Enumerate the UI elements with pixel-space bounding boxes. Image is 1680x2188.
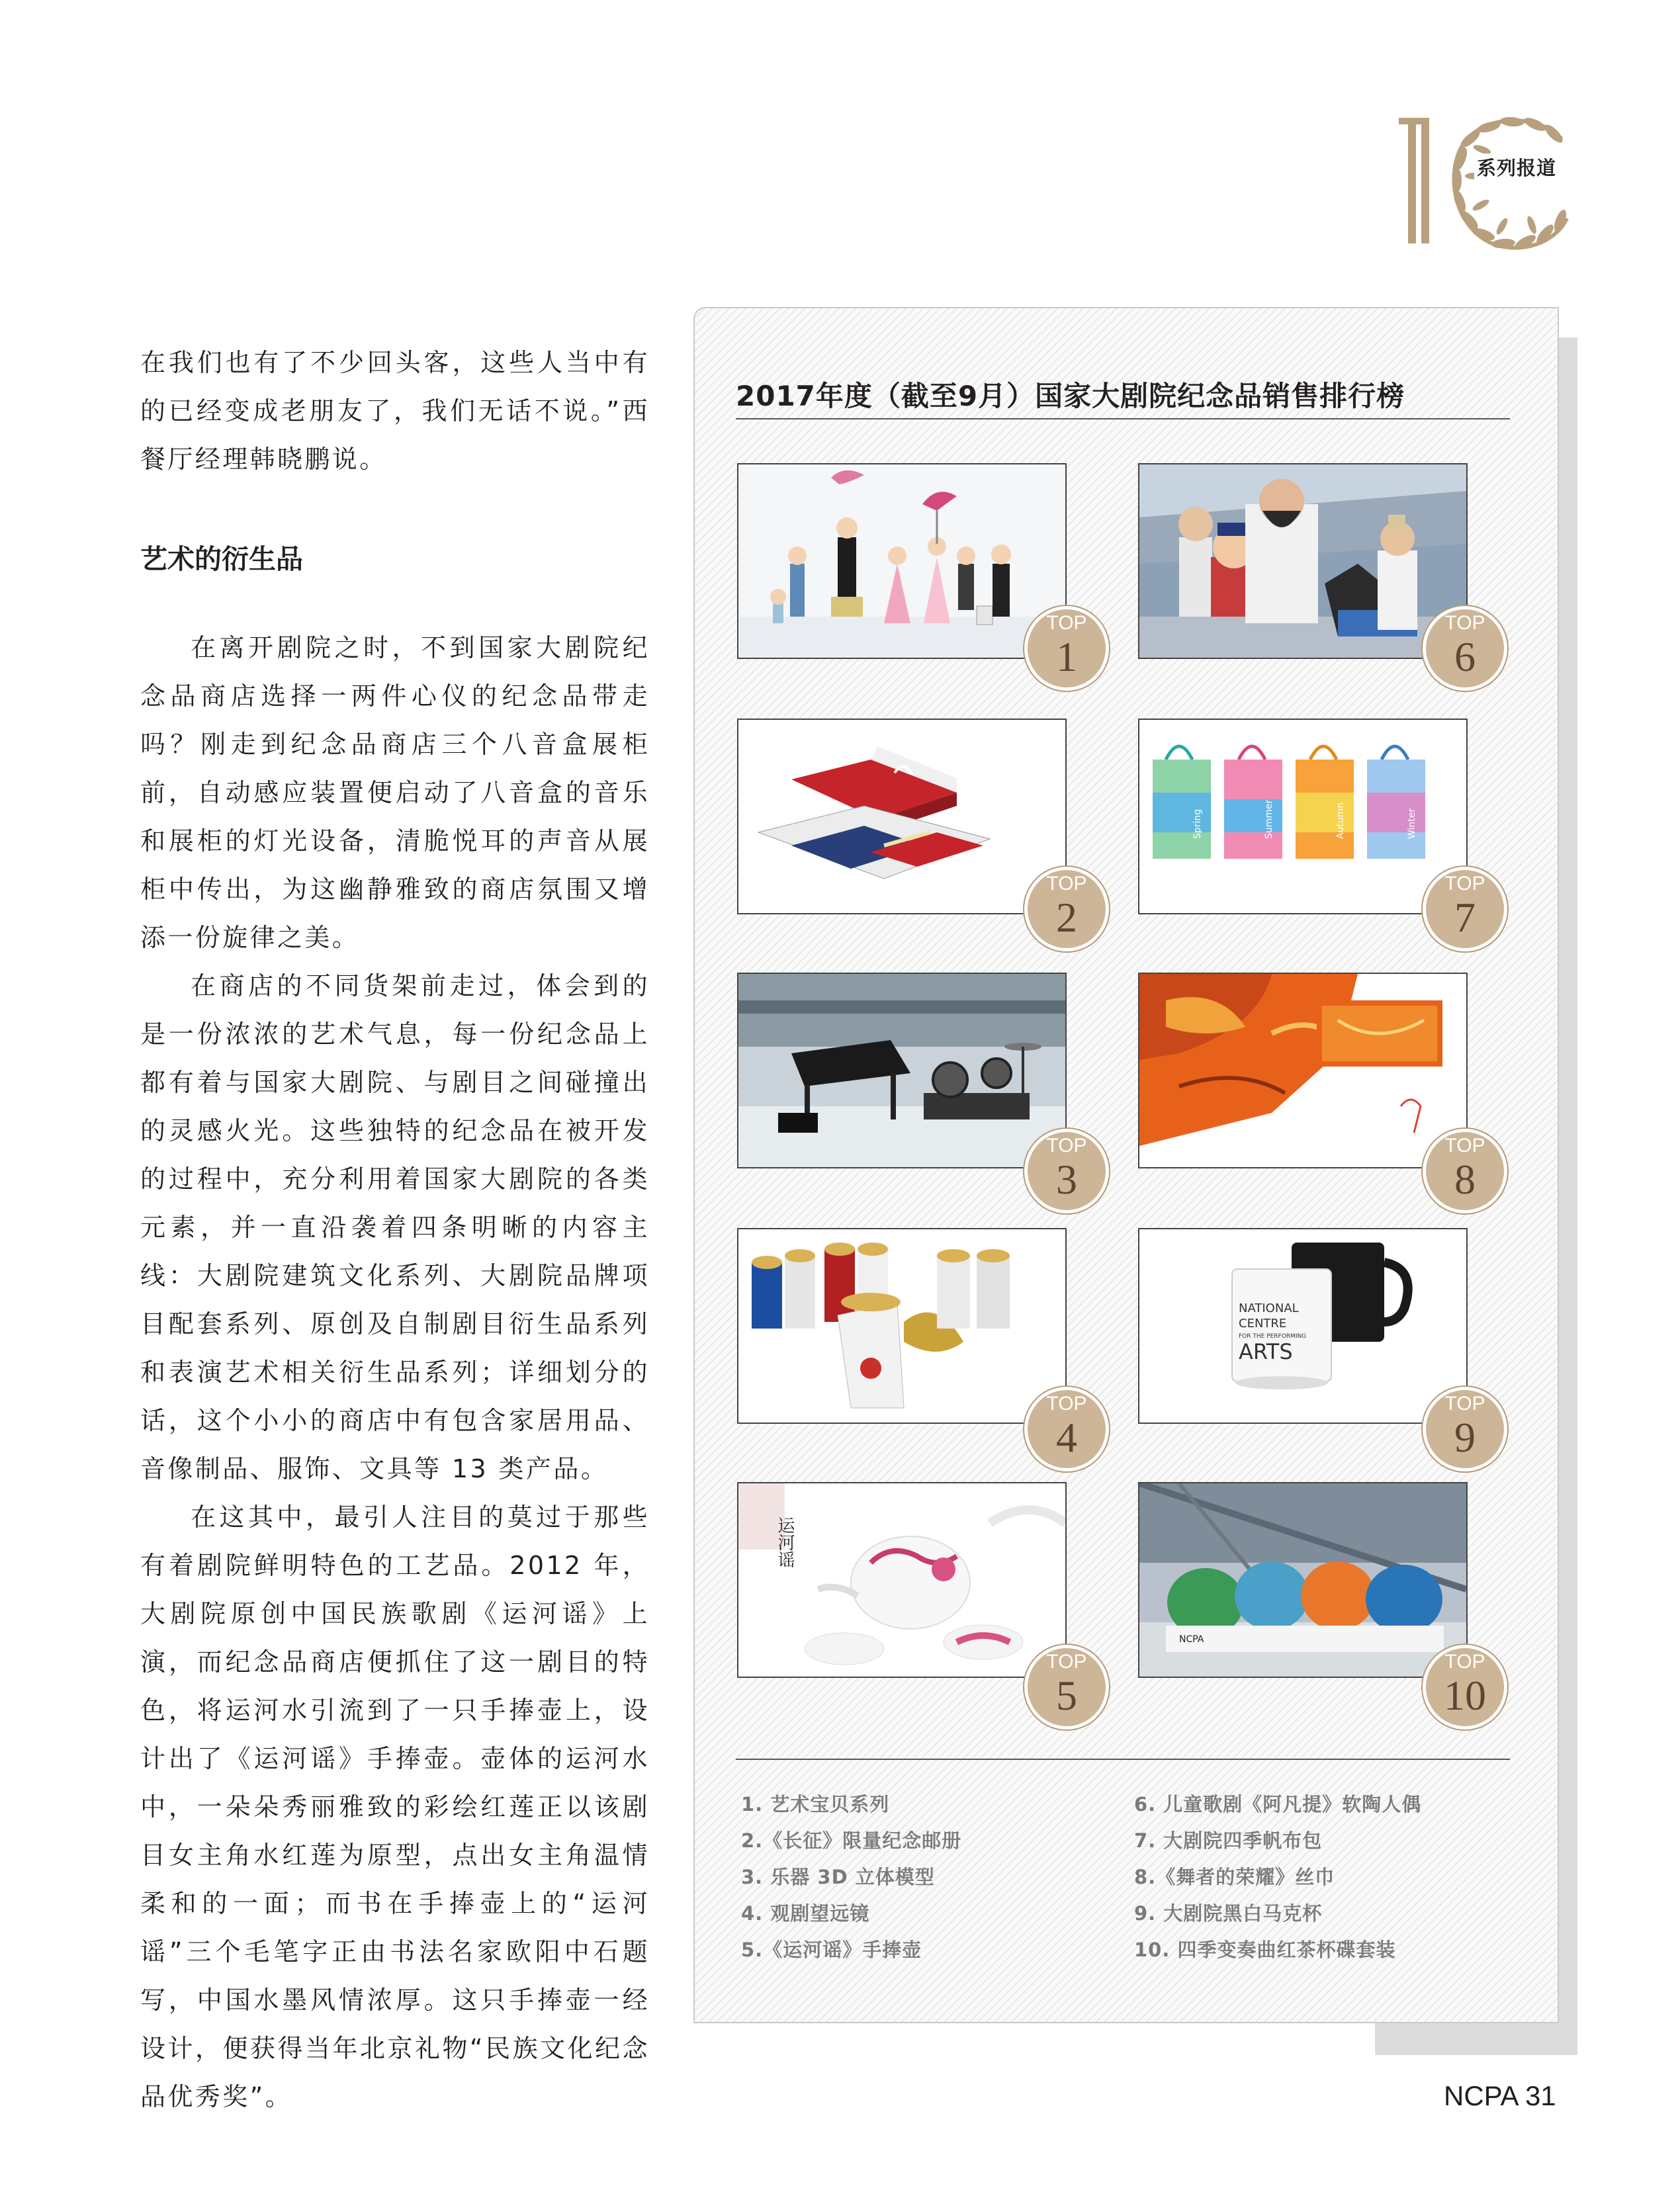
ranking-list-left	[741, 1786, 961, 1968]
list-item: 2.《长征》限量纪念邮册	[741, 1829, 962, 1852]
product-photo-8	[1138, 973, 1468, 1168]
rank-badge: TOP 3	[1024, 1129, 1109, 1213]
list-rule	[736, 1759, 1510, 1760]
list-item: 8.《舞者的荣耀》丝巾	[1134, 1866, 1335, 1888]
bag-spring-text: Spring	[1192, 809, 1203, 839]
rank-badge: TOP 8	[1423, 1129, 1507, 1213]
list-item: 7. 大剧院四季帆布包	[1134, 1829, 1323, 1852]
mug-line-3: FOR THE PERFORMING	[1239, 1333, 1307, 1340]
magazine-name: NCPA	[1444, 2080, 1518, 2111]
product-photo-10	[1138, 1482, 1468, 1678]
article-paragraph: 在商店的不同货架前走过，体会到的是一份浓浓的艺术气息，每一份纪念品上都有着与国家大剧院、与剧目之间碰撞出的灵感火光。这些独特的纪念品在被开发的过程中，充分利用着国家大剧院的各类元素，并一直沿袭着四条明晰的内容主线：大剧院建筑文化系列、大剧院品牌项目配套系列、原创及自制剧目衍生品系列和表演艺术相关衍生品系列；详细划分的话，这个小小的商店中有包含家居用品、音像制品、服饰、文具等 13 类产品。	[140, 971, 650, 1483]
article-paragraph: 在离开剧院之时，不到国家大剧院纪念品商店选择一两件心仪的纪念品带走吗？刚走到纪念品商店三个八音盒展柜前，自动感应装置便启动了八音盒的音乐和展柜的灯光设备，清脆悦耳的声音从展柜中传出，为这幽静雅致的商店氛围又增添一份旋律之美。	[140, 633, 650, 952]
title-rule	[736, 418, 1510, 419]
product-photo-4	[737, 1228, 1067, 1424]
ranking-list-right	[1134, 1786, 1421, 1968]
list-item: 4. 观剧望远镜	[741, 1902, 870, 1925]
product-photo-5	[737, 1482, 1067, 1678]
rank-badge: TOP 7	[1423, 867, 1507, 951]
article-paragraph: 在这其中，最引人注目的莫过于那些有着剧院鲜明特色的工艺品。2012 年，大剧院原创中国民族歌剧《运河谣》上演，而纪念品商店便抓住了这一剧目的特色，将运河水引流到了一只手捧壶上，设计出了《运河谣》手捧壶。壶体的运河水中，一朵朵秀丽雅致的彩绘红莲正以该剧目女主角水红莲为原型，点出女主角温情柔和的一面；而书在手捧壶上的“运河谣”三个毛笔字正由书法名家欧阳中石题写，中国水墨风情浓厚。这只手捧壶一经设计，便获得当年北京礼物“民族文化纪念品优秀奖”。	[140, 1503, 650, 2111]
series-report-label: 系列报道	[1474, 153, 1559, 181]
series-emblem	[1396, 112, 1588, 258]
rank-badge: TOP 2	[1024, 867, 1109, 951]
bag-winter-text: Winter	[1407, 808, 1417, 839]
list-item: 1. 艺术宝贝系列	[741, 1793, 890, 1816]
article-paragraph: 在我们也有了不少回头客，这些人当中有的已经变成老朋友了，我们无话不说。”西餐厅经理韩晓鹏说。	[140, 348, 650, 474]
mug-line-4: ARTS	[1239, 1339, 1293, 1364]
list-item: 3. 乐器 3D 立体模型	[741, 1866, 935, 1888]
ranking-title: 2017年度（截至9月）国家大剧院纪念品销售排行榜	[736, 380, 1405, 412]
bag-summer-text: Summer	[1264, 799, 1274, 839]
rank-badge: TOP 9	[1423, 1387, 1507, 1471]
product-photo-7	[1138, 719, 1468, 914]
list-item: 6. 儿童歌剧《阿凡提》软陶人偶	[1134, 1793, 1422, 1816]
product-photo-1	[737, 463, 1067, 659]
list-item: 10. 四季变奏曲红茶杯碟套装	[1134, 1939, 1396, 1961]
rank-badge: TOP 5	[1024, 1645, 1109, 1729]
list-item: 9. 大剧院黑白马克杯	[1134, 1902, 1323, 1925]
laurel-ten-icon	[1396, 112, 1588, 258]
product-photo-2	[737, 719, 1067, 914]
product-photo-9	[1138, 1228, 1468, 1424]
rank-badge: TOP 4	[1024, 1387, 1109, 1471]
bag-autumn-text: Autumn	[1335, 802, 1346, 839]
rank-badge: TOP 6	[1423, 606, 1507, 691]
rank-badge: TOP 1	[1024, 606, 1109, 691]
article-column	[140, 339, 650, 2121]
mug-line-1: NATIONAL	[1239, 1301, 1299, 1315]
list-item: 5.《运河谣》手捧壶	[741, 1939, 922, 1961]
section-heading: 艺术的衍生品	[140, 543, 303, 575]
page-number: 31	[1525, 2080, 1556, 2111]
cup-brand-text: NCPA	[1179, 1634, 1204, 1645]
mug-line-2: CENTRE	[1239, 1317, 1287, 1331]
product-photo-6	[1138, 463, 1468, 659]
product-photo-3	[737, 973, 1067, 1168]
teapot-calligraphy: 运河谣	[775, 1516, 795, 1568]
rank-badge: TOP 10	[1423, 1645, 1507, 1729]
page-folio	[1444, 2080, 1556, 2112]
